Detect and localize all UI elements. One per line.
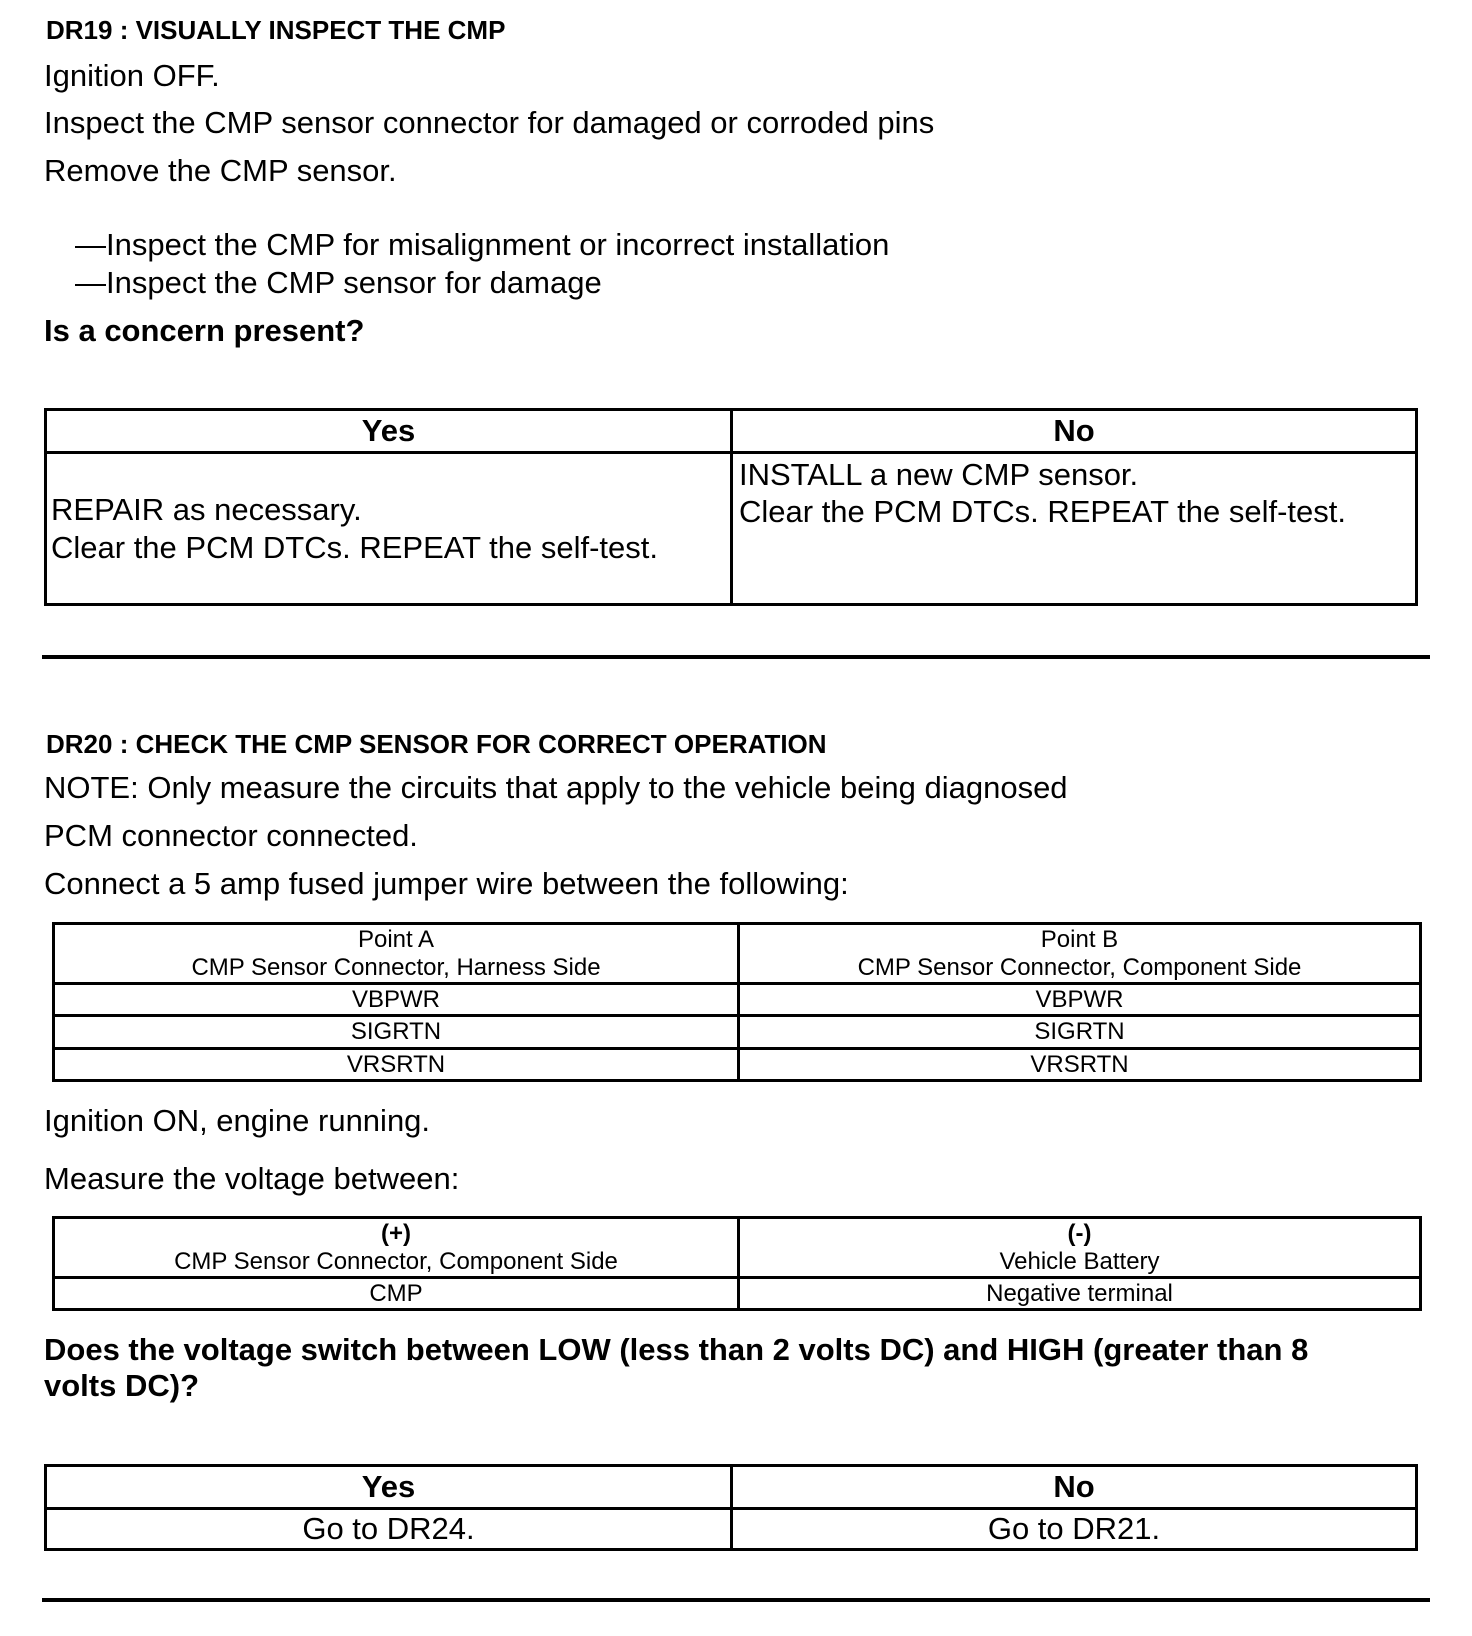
divider — [42, 1598, 1430, 1602]
dr19-result-table — [44, 408, 1418, 606]
table-row: CMP Negative terminal — [54, 1278, 1421, 1310]
bullet-text: —Inspect the CMP for misalignment or incorrect installation — [75, 227, 890, 262]
positive-header: (+) CMP Sensor Connector, Component Side — [54, 1218, 739, 1278]
no-header: No — [732, 1466, 1417, 1509]
step-text: Inspect the CMP sensor connector for damaged or corroded pins — [44, 105, 935, 140]
step-text: Ignition ON, engine running. — [44, 1103, 431, 1138]
question: Does the voltage switch between LOW (less than 2 volts DC) and HIGH (greater than 8 — [44, 1332, 1309, 1367]
no-action: INSTALL a new CMP sensor. Clear the PCM DTCs. REPEAT the self-test. — [732, 453, 1417, 605]
table-row: SIGRTN SIGRTN — [54, 1016, 1421, 1048]
question: volts DC)? — [44, 1368, 199, 1403]
voltage-table — [52, 1216, 1422, 1311]
dr20-heading: DR20 : CHECK THE CMP SENSOR FOR CORRECT OPERATION — [46, 729, 827, 759]
dr19-heading: DR19 : VISUALLY INSPECT THE CMP — [46, 15, 506, 45]
dr20-result-table — [44, 1464, 1418, 1551]
yes-action: REPAIR as necessary. Clear the PCM DTCs. REPEAT the self-test. — [46, 453, 732, 605]
negative-header: (-) Vehicle Battery — [739, 1218, 1421, 1278]
step-text: Remove the CMP sensor. — [44, 153, 397, 188]
jumper-table — [52, 922, 1422, 1082]
yes-header: Yes — [46, 1466, 732, 1509]
point-a-header: Point A CMP Sensor Connector, Harness Side — [54, 924, 739, 984]
bullet-text: —Inspect the CMP sensor for damage — [75, 265, 602, 300]
step-text: NOTE: Only measure the circuits that apply to the vehicle being diagnosed — [44, 770, 1068, 805]
no-header: No — [732, 410, 1417, 453]
step-text: Measure the voltage between: — [44, 1161, 460, 1196]
table-row: VRSRTN VRSRTN — [54, 1048, 1421, 1080]
point-b-header: Point B CMP Sensor Connector, Component Side — [739, 924, 1421, 984]
divider — [42, 655, 1430, 659]
yes-header: Yes — [46, 410, 732, 453]
yes-action: Go to DR24. — [46, 1509, 732, 1550]
step-text: Connect a 5 amp fused jumper wire between the following: — [44, 866, 849, 901]
step-text: Ignition OFF. — [44, 58, 220, 93]
question: Is a concern present? — [44, 313, 365, 348]
no-action: Go to DR21. — [732, 1509, 1417, 1550]
table-row: VBPWR VBPWR — [54, 984, 1421, 1016]
step-text: PCM connector connected. — [44, 818, 418, 853]
